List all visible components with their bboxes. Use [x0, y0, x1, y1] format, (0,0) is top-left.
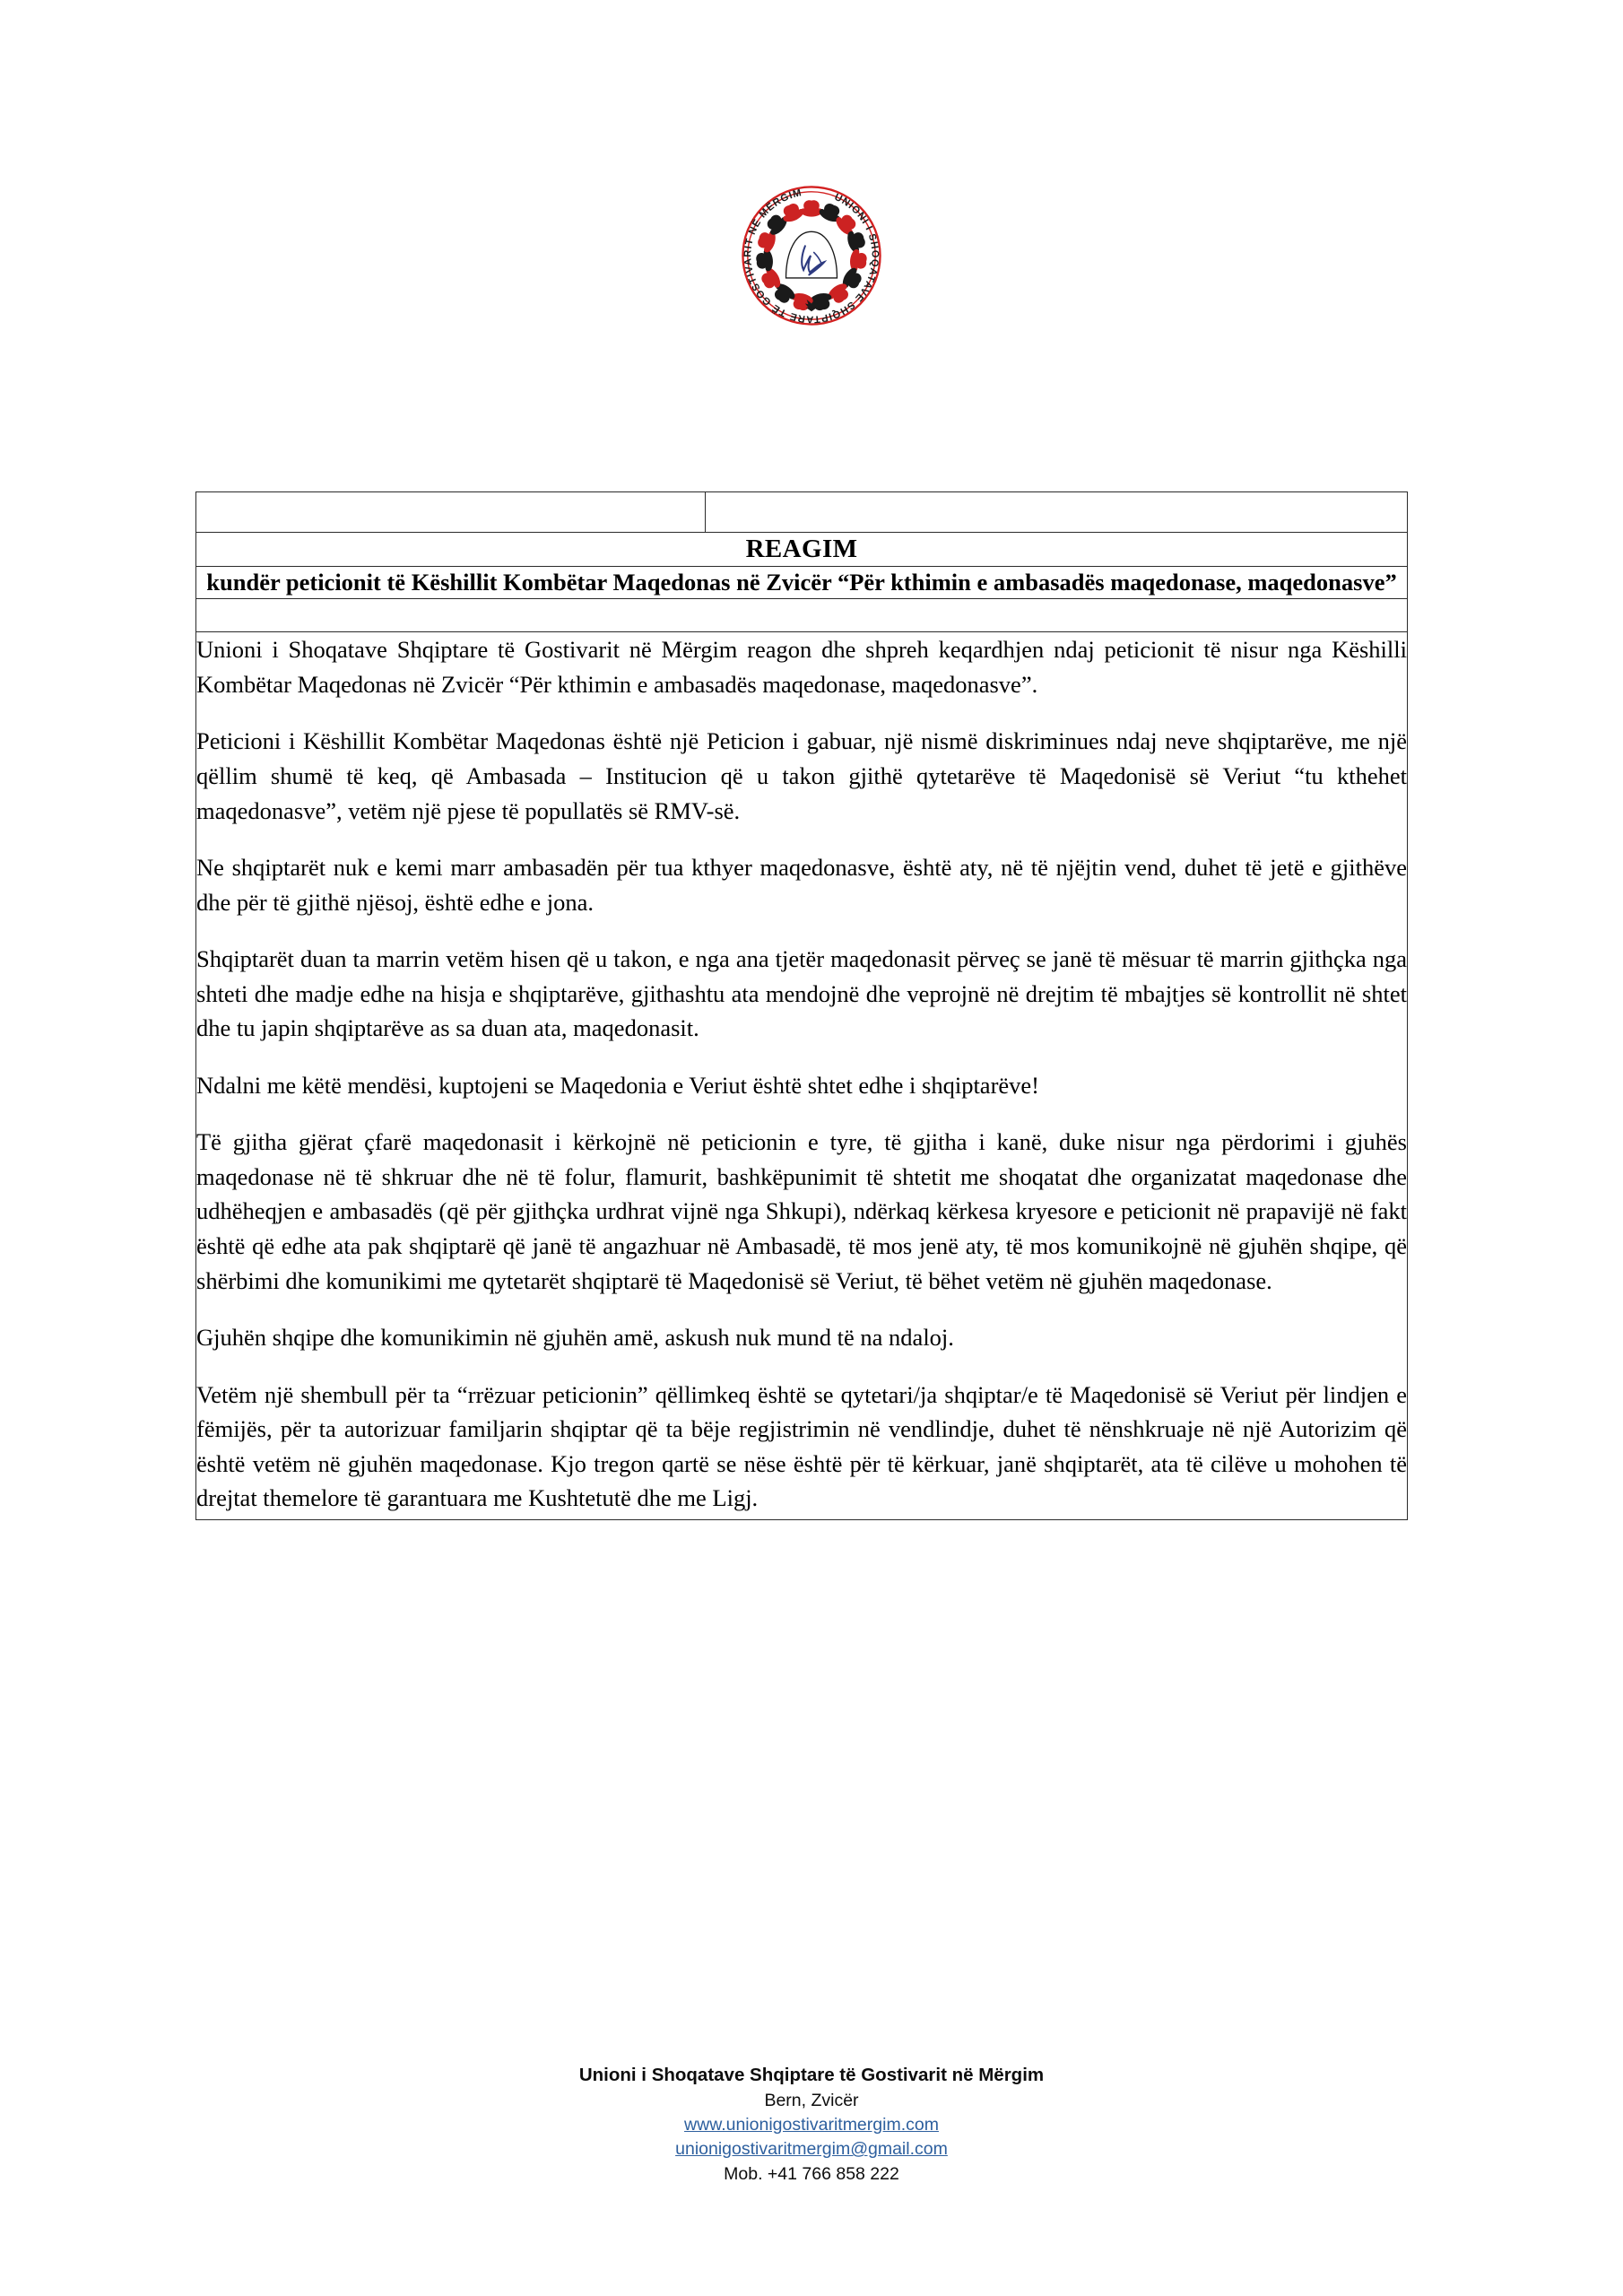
document-table: [195, 491, 1408, 1520]
footer-city: Bern, Zvicër: [764, 2090, 859, 2110]
page-footer: [0, 2063, 1623, 2187]
footer-email-link[interactable]: unionigostivaritmergim@gmail.com: [675, 2139, 948, 2160]
body-paragraph: Të gjitha gjërat çfarë maqedonasit i kërkojnë në peticionin e tyre, të gjitha i kanë, duke nisur nga përdorimi i gjuhës maqedonase në të shkruar dhe në të folur, flamurit, bashkëpunimit të shtetit me shoqatat dhe organizatat maqedonase dhe udhëheqjen e ambasadës (që për gjithçka urdhrat vijnë nga Shkupi), ndërkaq kërkesa kryesore e peticionit në prapavijë në fakt është që edhe ata pak shqiptarë që janë të angazhuar në Ambasadë, të mos jenë aty, të mos komunikojnë në gjuhën shqipe, që shërbimi dhe komunikimi me qytetarët shqiptarë të Maqedonisë së Veriut, të bëhet vetëm në gjuhën maqedonase.: [196, 1128, 1407, 1294]
footer-phone: Mob. +41 766 858 222: [724, 2163, 899, 2184]
page-title: REAGIM: [196, 533, 1408, 567]
organization-seal-icon: [732, 176, 891, 335]
body-paragraph: Gjuhën shqipe dhe komunikimin në gjuhën amë, askush nuk mund të na ndaloj.: [196, 1324, 954, 1352]
document-body: [196, 632, 1408, 1519]
header-cell-right: [705, 492, 1407, 533]
spacer-cell: [196, 599, 1408, 632]
table-row-header-blank: [196, 492, 1408, 533]
logo-area: [0, 0, 1623, 335]
header-cell-left: [196, 492, 706, 533]
table-row-subtitle: [196, 567, 1408, 599]
body-paragraph: Ne shqiptarët nuk e kemi marr ambasadën për tua kthyer maqedonasve, është aty, në të njëjtin vend, duhet të jetë e gjithëve dhe për të gjithë njësoj, është edhe e jona.: [196, 854, 1407, 916]
table-row-title: [196, 533, 1408, 567]
body-paragraph: Shqiptarët duan ta marrin vetëm hisen që u takon, e nga ana tjetër maqedonasit përveç se janë të mësuar të marrin gjithçka nga shteti dhe madje edhe na hisja e shqiptarëve, gjithashtu ata mendojnë dhe veprojnë në drejtim të mbajtjes së kontrollit në shtet dhe tu japin shqiptarëve as sa duan ata, maqedonasit.: [196, 945, 1407, 1042]
table-row-body: [196, 632, 1408, 1519]
svg-text:UNIONI I SHOQATAVE SHQIPTARE T: UNIONI I SHOQATAVE SHQIPTARE TË GOSTIVARIT NË MËRGIM: [742, 187, 881, 325]
body-paragraph: Peticioni i Këshillit Kombëtar Maqedonas është një Peticion i gabuar, një nismë diskriminues ndaj neve shqiptarëve, me një qëllim shumë të keq, që Ambasada – Institucion që u takon gjithë qytetarëve të Maqedonisë së Veriut “tu kthehet maqedonasve”, vetëm një pjese të popullatës së RMV-së.: [196, 727, 1407, 824]
footer-website-link[interactable]: www.unionigostivaritmergim.com: [684, 2114, 939, 2135]
page-subtitle: kundër peticionit të Këshillit Kombëtar Maqedonas në Zvicër “Për kthimin e ambasadës maqedonase, maqedonasve”: [196, 567, 1408, 599]
footer-organization: Unioni i Shoqatave Shqiptare të Gostivarit në Mërgim: [578, 2065, 1045, 2085]
body-paragraph: Unioni i Shoqatave Shqiptare të Gostivarit në Mërgim reagon dhe shpreh keqardhjen ndaj peticionit të nisur nga Këshilli Kombëtar Maqedonas në Zvicër “Për kthimin e ambasadës maqedonase, maqedonasve”.: [196, 636, 1407, 698]
body-paragraph: Ndalni me këtë mendësi, kuptojeni se Maqedonia e Veriut është shtet edhe i shqiptarëve!: [196, 1071, 1039, 1099]
table-row-spacer: [196, 599, 1408, 632]
body-paragraph: Vetëm një shembull për ta “rrëzuar peticionin” qëllimkeq është se qytetari/ja shqiptar/e të Maqedonisë së Veriut për lindjen e fëmijës, për ta autorizuar familjarin shqiptar që ta bëje regjistrimin në vendlindje, duhet të nënshkruaje në një Autorizim që është vetëm në gjuhën maqedonase. Kjo tregon qartë se nëse është për të kërkuar, janë shqiptarët, ata të cilëve u mohohen të drejtat themelore të garantuara me Kushtetutë dhe me Ligj.: [196, 1380, 1407, 1512]
